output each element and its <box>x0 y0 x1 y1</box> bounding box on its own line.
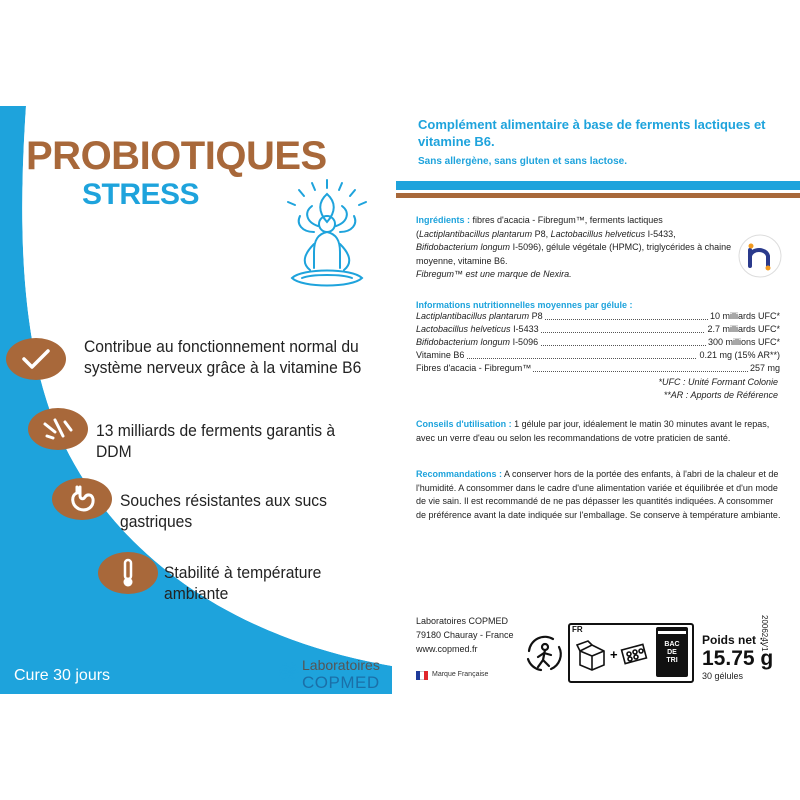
bin-label <box>656 641 688 665</box>
cure-duration: Cure 30 jours <box>14 667 111 684</box>
net-weight-label: Poids net : <box>702 633 764 647</box>
text: I-5433 <box>510 324 539 334</box>
meditation-icon <box>272 178 382 302</box>
bacteria-badge <box>28 408 88 450</box>
text: Lactiplantibacillus plantarum <box>416 311 530 321</box>
nutrient-label <box>416 337 540 347</box>
claim-line: système nerveux grâce à la vitamine B6 <box>84 358 362 377</box>
thermometer-badge <box>98 552 158 594</box>
nutrient-value: 300 millions UFC* <box>707 337 780 347</box>
french-flag-icon <box>416 671 428 680</box>
blue-stripe <box>396 181 800 190</box>
text: A conserver hors de la portée des enfants, à l'abri de la chaleur et de l'humidité. A consommer dans le cadre d'une alimentation variée et équilibrée et d'un mode de vie sain. Il est recommandé de ne pas dépasser les quantités indiquées. A consommer de préférence avant la date indiquée sur l'emballage. Se conserve à température ambiante. <box>416 469 781 520</box>
bin-text: BAC <box>664 641 680 648</box>
nutrition-row <box>416 363 780 376</box>
ingredients-heading: Ingrédients : <box>416 215 471 225</box>
nutrient-label <box>416 363 533 373</box>
nutrient-value: 2.7 milliards UFC* <box>707 324 780 334</box>
nutrition-heading: Informations nutritionnelles moyennes par gélule : <box>416 300 633 310</box>
nutrient-value: 257 mg <box>749 363 780 373</box>
box-icon <box>576 639 608 671</box>
checkmark-badge <box>6 338 66 380</box>
recommendations-heading: Recommandations : <box>416 469 503 479</box>
net-weight-value: 15.75 g <box>702 647 774 670</box>
front-panel <box>0 106 392 694</box>
brand-name-line2: COPMED <box>302 673 380 692</box>
website-text: www.copmed.fr <box>416 644 478 654</box>
info-tri-box <box>568 623 694 683</box>
capsule-count: 30 gélules <box>702 671 744 681</box>
text: P8 <box>529 311 543 321</box>
plus-icon: + <box>610 647 618 662</box>
manufacturer-address <box>416 614 514 656</box>
claim-stability: Stabilité à température ambiante <box>164 563 322 603</box>
usage-advice <box>416 418 784 445</box>
text: Lactobacillus helveticus <box>550 228 646 239</box>
text: Bifidobacterium longum <box>416 337 511 347</box>
ingredients-text <box>416 214 732 282</box>
product-subtitle: STRESS <box>82 178 200 211</box>
flower-of-life-icon <box>278 661 300 683</box>
nutrient-value: 10 milliards UFC* <box>709 311 780 321</box>
nexira-logo-icon <box>738 234 782 278</box>
blister-pack-icon <box>620 643 650 667</box>
address-line: Laboratoires COPMED <box>416 616 509 626</box>
recommendations <box>416 468 784 522</box>
nutrition-row <box>416 337 780 350</box>
thermometer-icon <box>120 558 136 588</box>
country-code: FR <box>572 625 583 634</box>
nutrient-label <box>416 350 466 360</box>
stomach-icon <box>67 485 97 513</box>
text: I-5433, <box>645 228 676 239</box>
text: Lactiplantibacillus plantarum <box>419 228 533 239</box>
marque-francaise: Marque Française <box>432 671 489 678</box>
claim-gastric: Souches résistantes aux sucs gastriques <box>120 491 327 531</box>
claim-ferments: 13 milliards de ferments garantis à DDM <box>96 421 336 461</box>
bin-lid <box>658 631 686 634</box>
brand-name-line1: Laboratoires <box>302 657 380 673</box>
usage-heading: Conseils d'utilisation : <box>416 419 512 429</box>
text: P8, <box>532 228 551 239</box>
text: Lactobacillus helveticus <box>416 324 511 334</box>
nutrient-label <box>416 324 541 334</box>
address-line: 79180 Chauray - France <box>416 630 514 640</box>
text: fibres d'acacia - Fibregum™, ferments lactiques ( <box>416 215 663 239</box>
brown-stripe <box>396 193 800 198</box>
ufc-footnote: *UFC : Unité Formant Colonie <box>658 377 778 387</box>
nutrition-row <box>416 311 780 324</box>
ar-footnote: **AR : Apports de Référence <box>663 390 778 400</box>
nutrient-value: 0.21 mg (15% AR**) <box>699 350 780 360</box>
text: 1 gélule par jour, idéalement le matin 30 minutes avant le repas, avec un verre d'eau ou selon les recommandations de votre praticien de santé. <box>416 419 770 443</box>
allergen-statement: Sans allergène, sans gluten et sans lactose. <box>418 156 627 167</box>
checkmark-icon <box>21 348 51 370</box>
intro-description: Complément alimentaire à base de ferments lactiques et vitamine B6. <box>418 117 766 149</box>
text: Fibres d'acacia - Fibregum™ <box>416 363 532 373</box>
nutrition-row <box>416 350 780 363</box>
text: I-5096), gélule végétale (HPMC), triglycérides à chaine moyenne, vitamine B6. <box>416 242 732 266</box>
bin-text: DE <box>667 649 677 656</box>
claim-nervous-system <box>84 336 361 378</box>
bacteria-icon <box>41 416 75 442</box>
text: Bifidobacterium longum <box>416 242 511 252</box>
text: Vitamine B6 <box>416 350 465 360</box>
product-title: PROBIOTIQUES <box>26 134 327 178</box>
stomach-badge <box>52 478 112 520</box>
bin-text: TRI <box>666 657 678 664</box>
batch-code: 200624V1 <box>760 615 769 652</box>
nutrient-label <box>416 311 545 321</box>
text: I-5096 <box>510 337 539 347</box>
claim-line: Contribue au fonctionnement normal du <box>84 337 359 356</box>
sorting-bin-icon <box>656 627 688 677</box>
triman-recycling-icon <box>523 633 565 675</box>
trademark-note: Fibregum™ est une marque de Nexira. <box>416 269 572 279</box>
nutrition-row <box>416 324 780 337</box>
